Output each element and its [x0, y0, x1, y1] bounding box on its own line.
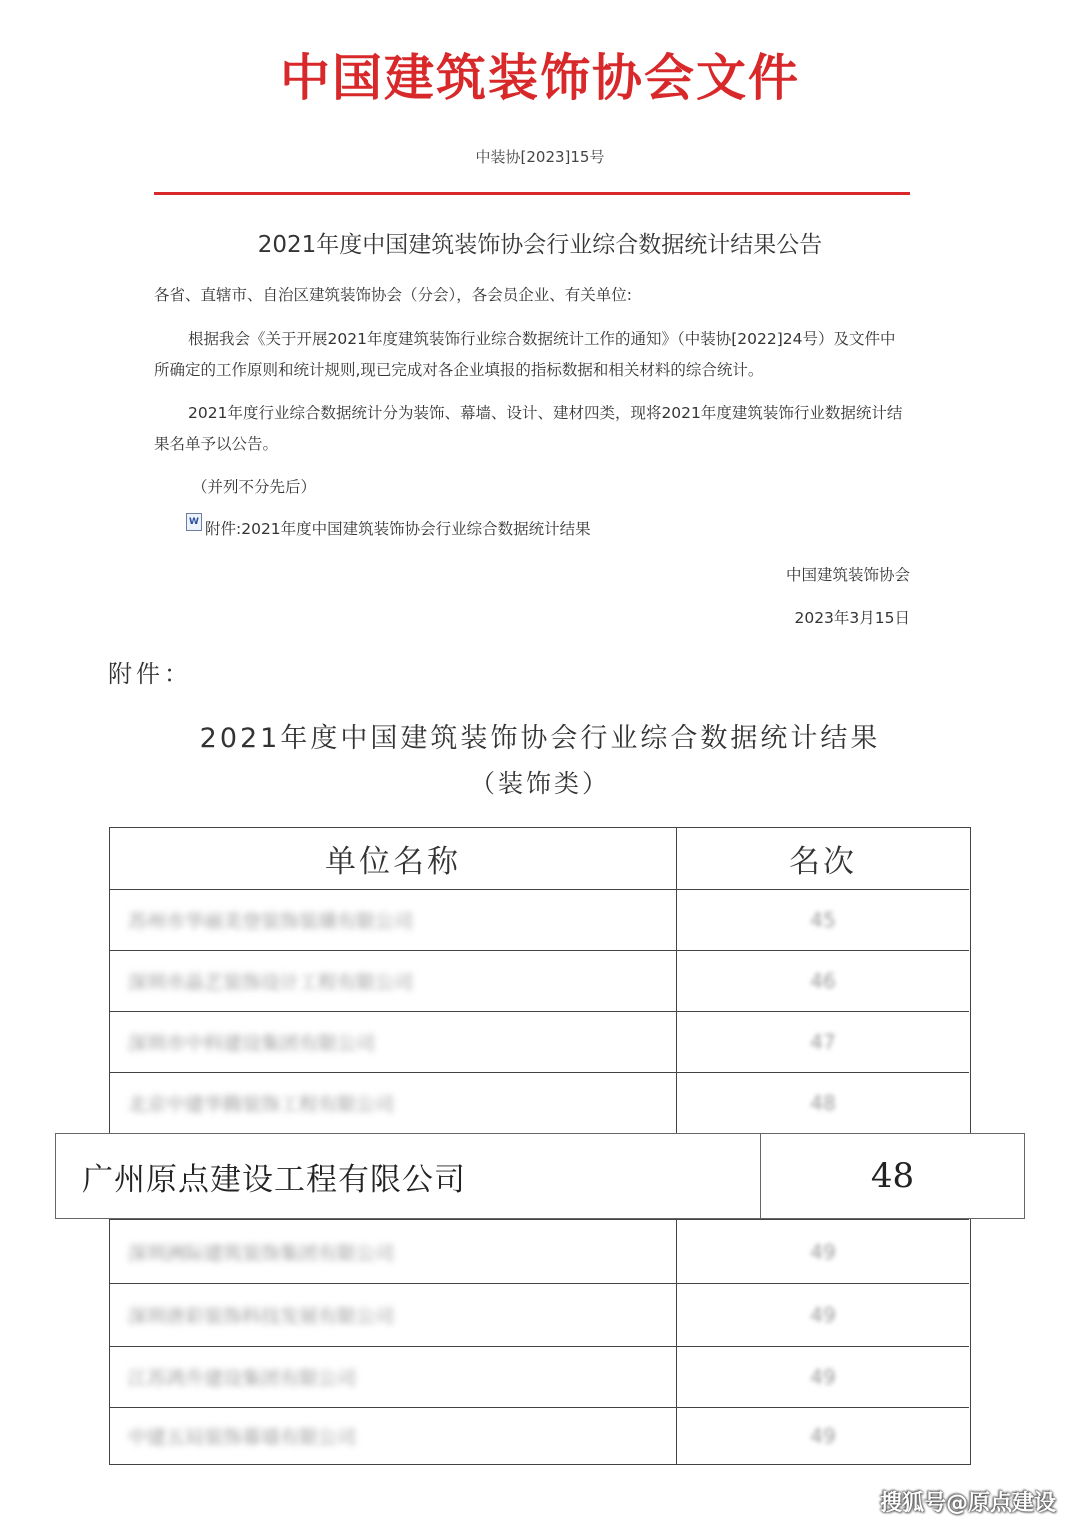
rank-blurred: 47: [810, 1030, 836, 1054]
table-header-row: [110, 828, 969, 890]
company-name-blurred: 深圳洲际建筑装饰集团有限公司: [128, 1242, 395, 1264]
highlighted-company-rank: 48: [870, 1156, 915, 1196]
signature-organization: 中国建筑装饰协会: [785, 566, 910, 584]
table-row: [110, 1284, 969, 1347]
rank-blurred: 48: [810, 1091, 836, 1115]
attachment-link-text[interactable]: 附件:2021年度中国建筑装饰协会行业综合数据统计结果: [205, 520, 591, 538]
table-row: [110, 1408, 969, 1464]
rank-blurred: 46: [810, 969, 836, 993]
document-masthead: 中国建筑装饰协会文件: [280, 48, 800, 107]
rank-blurred: 49: [810, 1365, 836, 1389]
table-row: [110, 890, 969, 951]
company-name-blurred: 深圳市中科建设集团有限公司: [128, 1032, 376, 1055]
red-divider: [154, 192, 910, 195]
table-row: [110, 1012, 969, 1073]
company-name-blurred: 深圳市晶艺装饰设计工程有限公司: [128, 971, 414, 994]
notice-title: 2021年度中国建筑装饰协会行业综合数据统计结果公告: [257, 232, 823, 258]
paragraph-1: 根据我会《关于开展2021年度建筑装饰行业综合数据统计工作的通知》（中装协[2022]24号）及文件中所确定的工作原则和统计规则,现已完成对各企业填报的指标数据和相关材料的综合统计。: [154, 330, 896, 379]
paragraph-2: 2021年度行业综合数据统计分为装饰、幕墙、设计、建材四类，现将2021年度建筑装饰行业数据统计结果名单予以公告。: [154, 404, 903, 453]
company-name-blurred: 深圳唐彩装饰科技发展有限公司: [128, 1305, 395, 1328]
highlighted-company-name: 广州原点建设工程有限公司: [56, 1134, 761, 1218]
results-title: 2021年度中国建筑装饰协会行业综合数据统计结果: [199, 723, 881, 754]
attachment-link[interactable]: [186, 517, 591, 539]
rank-blurred: 45: [810, 908, 836, 932]
rank-blurred: 49: [810, 1239, 836, 1264]
sohu-watermark: 搜狐号@原点建设: [879, 1491, 1056, 1516]
salutation: 各省、直辖市、自治区建筑装饰协会（分会），各会员企业、有关单位:: [154, 286, 632, 304]
rank-blurred: 49: [810, 1303, 836, 1327]
rank-blurred: 49: [810, 1424, 836, 1448]
company-name-blurred: 中建五局装饰幕墙有限公司: [128, 1426, 357, 1449]
document-number: 中装协[2023]15号: [475, 148, 605, 166]
company-name-blurred: 江苏鸿升建设集团有限公司: [128, 1367, 357, 1390]
highlighted-company-row: [55, 1133, 1025, 1219]
company-name-blurred: 苏州市华丽美登装饰装璜有限公司: [128, 910, 414, 933]
attachment-heading: 附件：: [108, 660, 192, 688]
order-note: （并列不分先后）: [192, 478, 317, 496]
table-row: [110, 1347, 969, 1408]
table-row: [110, 1073, 969, 1134]
header-unit-name: 单位名称: [110, 828, 677, 889]
results-subtitle: （装饰类）: [469, 769, 610, 798]
table-row: [110, 951, 969, 1012]
table-row: [110, 1220, 969, 1284]
word-document-icon: W: [186, 513, 202, 531]
header-rank: 名次: [789, 844, 857, 880]
company-name-blurred: 北京中建华腾装饰工程有限公司: [128, 1093, 395, 1116]
signature-date: 2023年3月15日: [794, 609, 910, 627]
